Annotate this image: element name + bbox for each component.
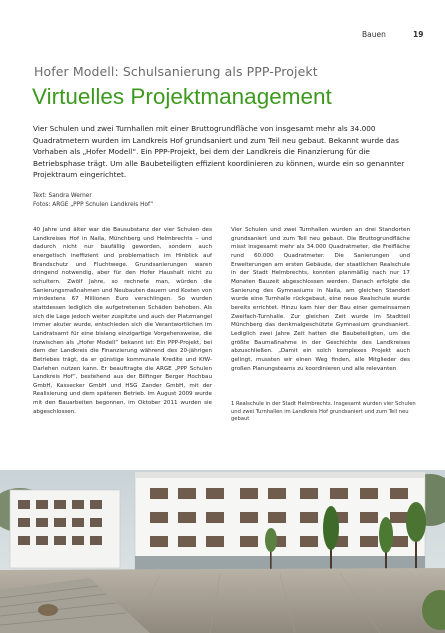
page-header	[0, 0, 445, 44]
article-credits	[33, 192, 153, 210]
article-kicker: Hofer Modell: Schulsanierung als PPP-Projekt	[34, 64, 318, 79]
article-headline: Virtuelles Projektmanagement	[32, 84, 332, 109]
body-column-1: 40 Jahre und älter war die Bausubstanz der vier Schulen des Landkreises Hof in Naila, Münchberg und Helmbrechts – und dadurch nicht nur baufällig geworden, sondern auch energetisch ineffizient und problematisch im Hinblick auf Brandschutz und Fluchtwege. Grundsanierungen waren dringend notwendig, aber für den Hofer Haushalt nicht zu schultern. Zwölf Jahre, so rechnete man, würden die Sanierungsmaßnahmen und Neubauten dauern und Kosten von mindestens 67 Millionen Euro verschlingen. So wurden stattdessen lediglich die aufgetretenen Schäden behoben. Als sich die Lage jedoch weiter zuspitzte und auch der Platzmangel immer akuter wurde, entschieden sich die Verantwortlichen im Landratsamt für eine bislang einzigartige Vorgehensweise, die inzwischen als „Hofer Modell“ bekannt ist: Ein PPP-Projekt, bei dem der Landkreis die Finanzierung während des 20-jährigen Betriebes trägt, da er günstige kommunale Kredite und KfW-Darlehen nutzen kann. Er beauftragte die ARGE „PPP Schulen Landkreis Hof“, bestehend aus der Bilfinger Berger Hochbau GmbH, Kassecker GmbH und HSG Zander GmbH, mit der Realisierung und dem späteren Betrieb. Im August 2009 wurde mit den Bauarbeiten begonnen, im Oktober 2011 wurden sie abgeschlossen.	[33, 227, 212, 415]
photo-caption: 1 Realschule in der Stadt Helmbrechts. Insgesamt wurden vier Schulen und zwei Turnhallen im Landkreis Hof grundsaniert und zum Teil neu gebaut	[231, 401, 416, 423]
section-label: Bauen	[362, 30, 386, 39]
page-number: 19	[413, 30, 424, 39]
school-building-photo	[0, 470, 445, 633]
credit-text: Text: Sandra Werner	[33, 193, 92, 199]
credit-photos: Fotos: ARGE „PPP Schulen Landkreis Hof“	[33, 202, 154, 208]
article-lead: Vier Schulen und zwei Turnhallen mit einer Bruttogrundfläche von insgesamt mehr als 34.000 Quadratmetern wurden im Landkreis Hof grundsaniert und zum Teil neu gebaut. Bekannt wurde das Vorhaben als „Hofer Modell“. Ein PPP-Projekt, bei dem der Landkreis die Finanzierung für die Betriebsphase trägt. Um alle Baubeteiligten effizient koordinieren zu können, wurde ein so genannter Projektraum eingerichtet.	[33, 124, 405, 180]
body-column-2: Vier Schulen und zwei Turnhallen wurden an drei Standorten grundsaniert und zum Teil neu gebaut. Die Bruttogrundfläche misst insgesamt mehr als 34.000 Quadratmeter, die Freifläche rund 60.000 Quadratmeter. Die Sanierungen und Erweiterungen am ersten Gebäude, der staatlichen Realschule in der Stadt Helmbrechts, konnten planmäßig nach nur 17 Monaten Bauzeit abgeschlossen werden. Danach erfolgte die Sanierung des Gymnasiums in Naila, am gleichen Standort wurde eine Turnhalle rückgebaut, eine neue Realschule wurde bereits errichtet. Hinzu kam hier der Bau einer gemeinsamen Zweifach-Turnhalle. Zur gleichen Zeit wurde im Stadtteil Münchberg das denkmalgeschützte Gymnasium grundsaniert. Lediglich zwei Jahre Zeit hatten die Baubeteiligten, um die größte Baumaßnahme in der Geschichte des Landkreises abzuschließen. „Damit ein solch komplexes Projekt auch gelingt, mussten wir einen Weg finden, alle Mitglieder des großen Planungsteams zu koordinieren und alle relevanten	[231, 227, 410, 372]
